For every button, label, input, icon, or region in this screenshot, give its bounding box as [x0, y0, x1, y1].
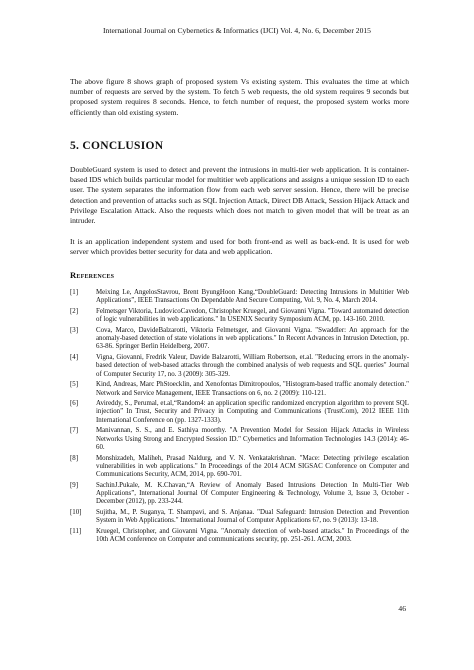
reference-text: Kruegel, Christopher, and Giovanni Vigna. "Anomaly detection of web-based attacks." In Proceedings of the 10th ACM conference on Computer and communications security, pp. 251-261. ACM, 2003.: [96, 527, 409, 544]
reference-number: [10]: [70, 508, 82, 516]
reference-number: [6]: [70, 400, 79, 408]
running-header: International Journal on Cybernetics & Informatics (IJCI) Vol. 4, No. 6, December 2015: [103, 26, 371, 35]
reference-number: [8]: [70, 454, 79, 462]
reference-number: [9]: [70, 481, 79, 489]
references-heading: References: [70, 270, 115, 280]
reference-text: Felmetsger Viktoria, LudovicoCavedon, Christopher Kruegel, and Giovanni Vigna. "Toward automated detection of logic vulnerabilities in web applications." In USENIX Security Symposium ACM, pp. 143-160. 2010.: [96, 307, 409, 324]
reference-item: [70, 308, 409, 325]
reference-number: [1]: [70, 289, 79, 296]
reference-item: [70, 528, 409, 545]
page-number: 46: [398, 604, 406, 613]
reference-text: Sujitha, M., P. Suganya, T. Shampavi, and S. Anjanaa. "Dual Safeguard: Intrusion Detection and Prevention System in Web Applications." International Journal of Computer Applications 67, no. 9 (2013): 13-18.: [96, 508, 409, 525]
reference-text: Cova, Marco, DavideBalzarotti, Viktoria Felmetsger, and Giovanni Vigna. "Swaddler: An approach for the anomaly-based detection of state violations in web applications." In Recent Advances in Intrusion Detection, pp. 63-86. Springer Berlin Heidelberg, 2007.: [96, 326, 409, 351]
reference-number: [2]: [70, 307, 79, 315]
conclusion-paragraph-1: DoubleGuard system is used to detect and prevent the intrusions in multi-tier web application. It is container-based IDS which builds particular model for multitier web applications and assigns a unique session ID to each user. The system separates the information flow from each web server session. Hence, there will be precise detection and prevention of attacks such as SQL Injection Attack, Direct DB Attack, Session Hijack Attack and Privilege Escalation Attack. Also the requests which does not match to given model that will be treat as an intruder.: [70, 165, 409, 226]
intro-paragraph: The above figure 8 shows graph of proposed system Vs existing system. This evaluates the time at which number of requests are served by the system. To fetch 5 web requests, the old system requires 9 seconds but proposed system requires 8 seconds. Hence, to fetch number of request, the proposed system works more efficiently than old existing system.: [70, 77, 409, 117]
reference-item: [70, 354, 409, 379]
reference-item: [70, 381, 409, 398]
reference-item: [70, 400, 409, 425]
conclusion-heading: 5. CONCLUSION: [70, 140, 164, 152]
reference-text: Kind, Andreas, Marc PhStoecklin, and Xenofontas Dimitropoulos, "Histogram-based traffic anomaly detection." Network and Service Management, IEEE Transactions on 6, no. 2 (2009): 110-121.: [96, 381, 409, 397]
reference-item: [70, 427, 409, 452]
reference-number: [7]: [70, 427, 79, 435]
references-list: [70, 289, 409, 547]
reference-text: Meixing Le, AngelosStavrou, Brent ByungHoon Kang,“DoubleGuard: Detecting Intrusions in Multitier Web Applications”, IEEE Transactions On Dependable And Secure Computing, Vol. 9, No. 4, March 2014.: [96, 289, 409, 305]
reference-text: Monshizadeh, Maliheh, Prasad Naldurg, and V. N. Venkatakrishnan. "Mace: Detecting privilege escalation vulnerabilities in web applications." In Proceedings of the 2014 ACM SIGSAC Conference on Computer and Communications Security, ACM, 2014, pp. 690-701.: [96, 454, 409, 479]
reference-text: SachinJ.Pukale, M. K.Chavan,“A Review of Anomaly Based Intrusions Detection In Multi-Tier Web Applications”, International Journal Of Computer Engineering & Technology, Volume 3, Issue 3, October - December (2012), pp. 233-244.: [96, 481, 409, 506]
conclusion-paragraph-2: It is an application independent system and used for both front-end as well as back-end. It is used for web server which provides better security for data and web application.: [70, 237, 409, 257]
reference-number: [3]: [70, 326, 79, 334]
reference-text: Vigna, Giovanni, Fredrik Valeur, Davide Balzarotti, William Robertson, et.al. "Reducing errors in the anomaly-based detection of web-based attacks through the combined analysis of web requests and SQL queries" Journal of Computer Security 17, no. 3 (2009): 305-329.: [96, 353, 409, 378]
reference-item: [70, 327, 409, 352]
reference-item: [70, 455, 409, 480]
reference-item: [70, 289, 409, 306]
reference-number: [5]: [70, 381, 79, 389]
reference-item: [70, 509, 409, 526]
reference-item: [70, 482, 409, 507]
reference-number: [4]: [70, 353, 79, 361]
reference-number: [11]: [70, 527, 82, 535]
reference-text: Manivannan, S. S., and E. Sathiya moorthy. "A Prevention Model for Session Hijack Attacks in Wireless Networks Using Strong and Encrypted Session ID." Cybernetics and Information Technologies 14.3 (2014): 46-60.: [96, 427, 409, 451]
reference-text: Avireddy, S., Perumal, et.al,“Random4: an application specific randomized encryption algorithm to prevent SQL injection” In Trust, Security and Privacy in Computing and Communications (TrustCom), 2012 IEEE 11th International Conference on (pp. 1327-1333).: [96, 400, 409, 424]
